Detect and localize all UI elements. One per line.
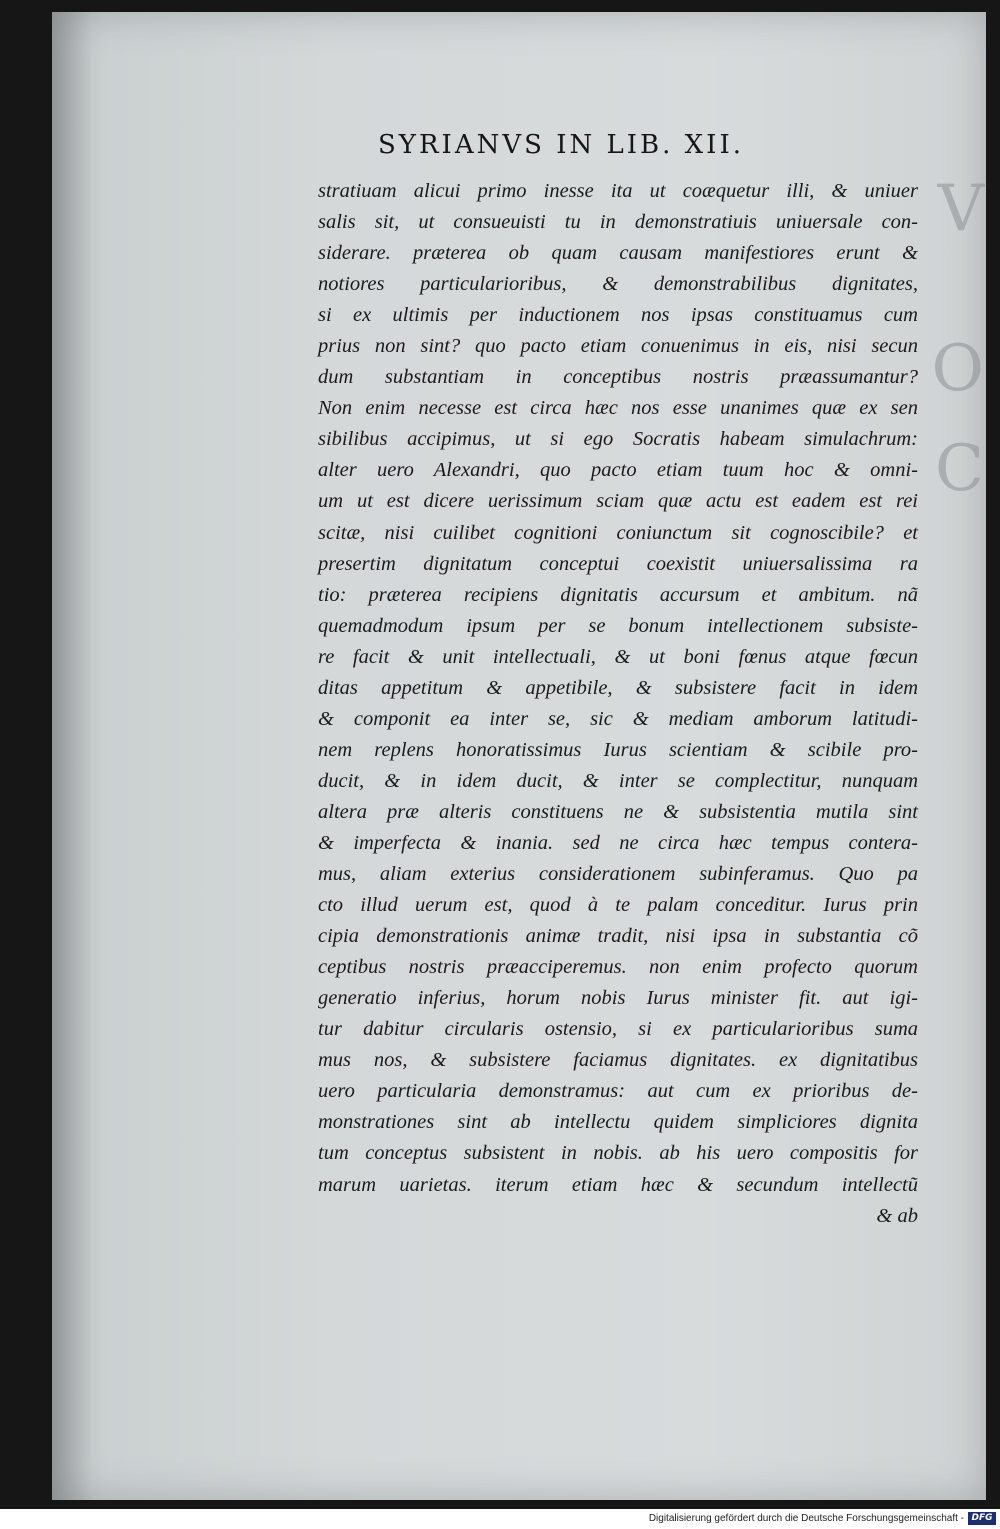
text-line: alter uero Alexandri, quo pacto etiam tuum hoc & omni- [318,459,918,482]
text-line: mus, aliam exterius considerationem subinferamus. Quo pa [318,863,918,886]
dfg-logo: DFG [968,1512,996,1525]
text-line: uero particularia demonstramus: aut cum ex prioribus de- [318,1080,918,1103]
text-line: presertim dignitatum conceptui coexistit uniuersalissima ra [318,552,918,575]
text-line: cipia demonstrationis animæ tradit, nisi ipsa in substantia cõ [318,925,918,948]
funding-notice: Digitalisierung gefördert durch die Deutsche Forschungsgemeinschaft - [648,1513,964,1524]
text-line: siderare. præterea ob quam causam manifestiores erunt & [318,242,918,265]
bleed-through-mark: C [935,432,984,506]
text-line: scitæ, nisi cuilibet cognitioni coniunctum sit cognoscibile? et [318,521,918,544]
text-line: si ex ultimis per inductionem nos ipsas constituamus cum [318,304,918,327]
text-line: um ut est dicere uerissimum sciam quæ actu est eadem est rei [318,490,918,513]
text-line: marum uarietas. iterum etiam hæc & secundum intellectũ [318,1173,918,1196]
footer-bar [0,1509,1000,1529]
text-line: tio: præterea recipiens dignitatis accursum et ambitum. nã [318,583,918,606]
text-line: ceptibus nostris præacciperemus. non enim profecto quorum [318,956,918,979]
text-line: ducit, & in idem ducit, & inter se complectitur, nunquam [318,769,918,792]
text-line: salis sit, ut consueuisti tu in demonstratiuis uniuersale con- [318,211,918,234]
text-line: altera præ alteris constituens ne & subsistentia mutila sint [318,800,918,823]
bleed-through-mark: O [931,332,984,406]
text-line: Non enim necesse est circa hæc nos esse unanimes quæ ex sen [318,397,918,420]
text-line: tum conceptus subsistent in nobis. ab his uero compositis for [318,1142,918,1165]
text-line: dum substantiam in conceptibus nostris præassumantur? [318,366,918,389]
text-line: & imperfecta & inania. sed ne circa hæc tempus contera- [318,831,918,854]
text-line: cto illud uerum est, quod à te palam conceditur. Iurus prin [318,894,918,917]
text-line: monstrationes sint ab intellectu quidem simpliciores dignita [318,1111,918,1134]
text-line: & componit ea inter se, sic & mediam amborum latitudi- [318,707,918,730]
text-line: & ab [876,1204,918,1227]
body-text [318,176,918,1232]
running-head: SYRIANVS IN LIB. XII. [378,130,744,160]
text-line: notiores particularioribus, & demonstrabilibus dignitates, [318,273,918,296]
bleed-through-mark: V [937,172,984,246]
text-line: prius non sint? quo pacto etiam conuenimus in eis, nisi secun [318,335,918,358]
text-line: sibilibus accipimus, ut si ego Socratis habeam simulachrum: [318,428,918,451]
text-line: ditas appetitum & appetibile, & subsistere facit in idem [318,676,918,699]
text-line: generatio inferius, horum nobis Iurus minister fit. aut igi- [318,987,918,1010]
text-line: re facit & unit intellectuali, & ut boni fœnus atque fœcun [318,645,918,668]
text-line: nem replens honoratissimus Iurus scientiam & scibile pro- [318,738,918,761]
text-line: mus nos, & subsistere faciamus dignitates. ex dignitatibus [318,1049,918,1072]
text-line: tur dabitur circularis ostensio, si ex particularioribus suma [318,1018,918,1041]
text-line: stratiuam alicui primo inesse ita ut coæquetur illi, & uniuer [318,180,918,202]
text-line: quemadmodum ipsum per se bonum intellectionem subsiste- [318,614,918,637]
